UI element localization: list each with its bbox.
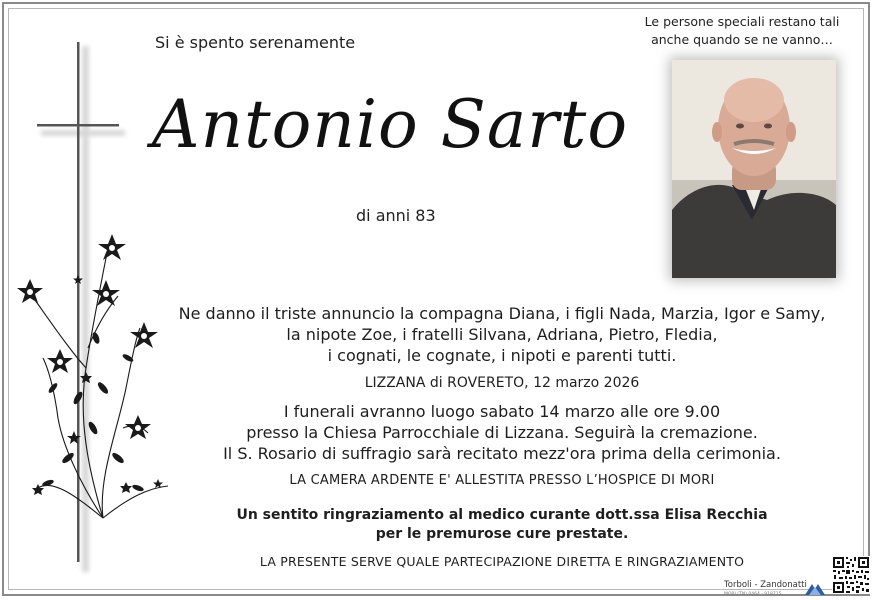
place-date: LIZZANA di ROVERETO, 12 marzo 2026: [364, 375, 640, 391]
thanks-line: Un sentito ringraziamento al medico curante dott.ssa Elisa Recchia: [236, 507, 768, 523]
portrait-photo: [672, 60, 836, 278]
portrait-illustration: [672, 60, 836, 278]
funeral-line: presso la Chiesa Parrocchiale di Lizzana. Seguirà la cremazione.: [246, 423, 758, 442]
announcement-line: i cognati, le cognate, i nipoti e parenti tutti.: [327, 346, 677, 365]
funeral-details: [150, 401, 854, 464]
intro-text: Si è spento serenamente: [155, 33, 356, 52]
announcement: [150, 303, 854, 366]
announcement-line: Ne danno il triste annuncio la compagna Diana, i figli Nada, Marzia, Igor e Samy,: [178, 304, 826, 323]
company-branding: [724, 581, 806, 599]
funeral-line: I funerali avranno luogo sabato 14 marzo alle ore 9.00: [283, 402, 721, 421]
quote-line: Le persone speciali restano tali: [644, 14, 840, 29]
camera-ardente-notice: LA CAMERA ARDENTE E' ALLESTITA PRESSO L’HOSPICE DI MORI: [289, 473, 715, 488]
funeral-line: Il S. Rosario di suffragio sarà recitato mezz'ora prima della cerimonia.: [223, 444, 781, 463]
company-logo-icon: [804, 582, 826, 596]
announcement-line: la nipote Zoe, i fratelli Silvana, Adriana, Pietro, Fledia,: [286, 325, 718, 344]
company-contact: MORI (TN) 0464 - 918715: [724, 592, 782, 597]
thanks-message: [150, 506, 854, 544]
quote-line: anche quando se ne vanno…: [651, 32, 833, 47]
thanks-line: per le premurose cure prestate.: [375, 526, 629, 542]
deceased-age: di anni 83: [356, 206, 436, 225]
memorial-quote: [632, 13, 852, 49]
company-name: Torboli - Zandonatti: [724, 580, 807, 590]
qr-code-icon[interactable]: [832, 556, 870, 594]
footer-note: LA PRESENTE SERVE QUALE PARTECIPAZIONE DIRETTA E RINGRAZIAMENTO: [259, 554, 745, 569]
deceased-name: Antonio Sarto: [151, 86, 629, 163]
